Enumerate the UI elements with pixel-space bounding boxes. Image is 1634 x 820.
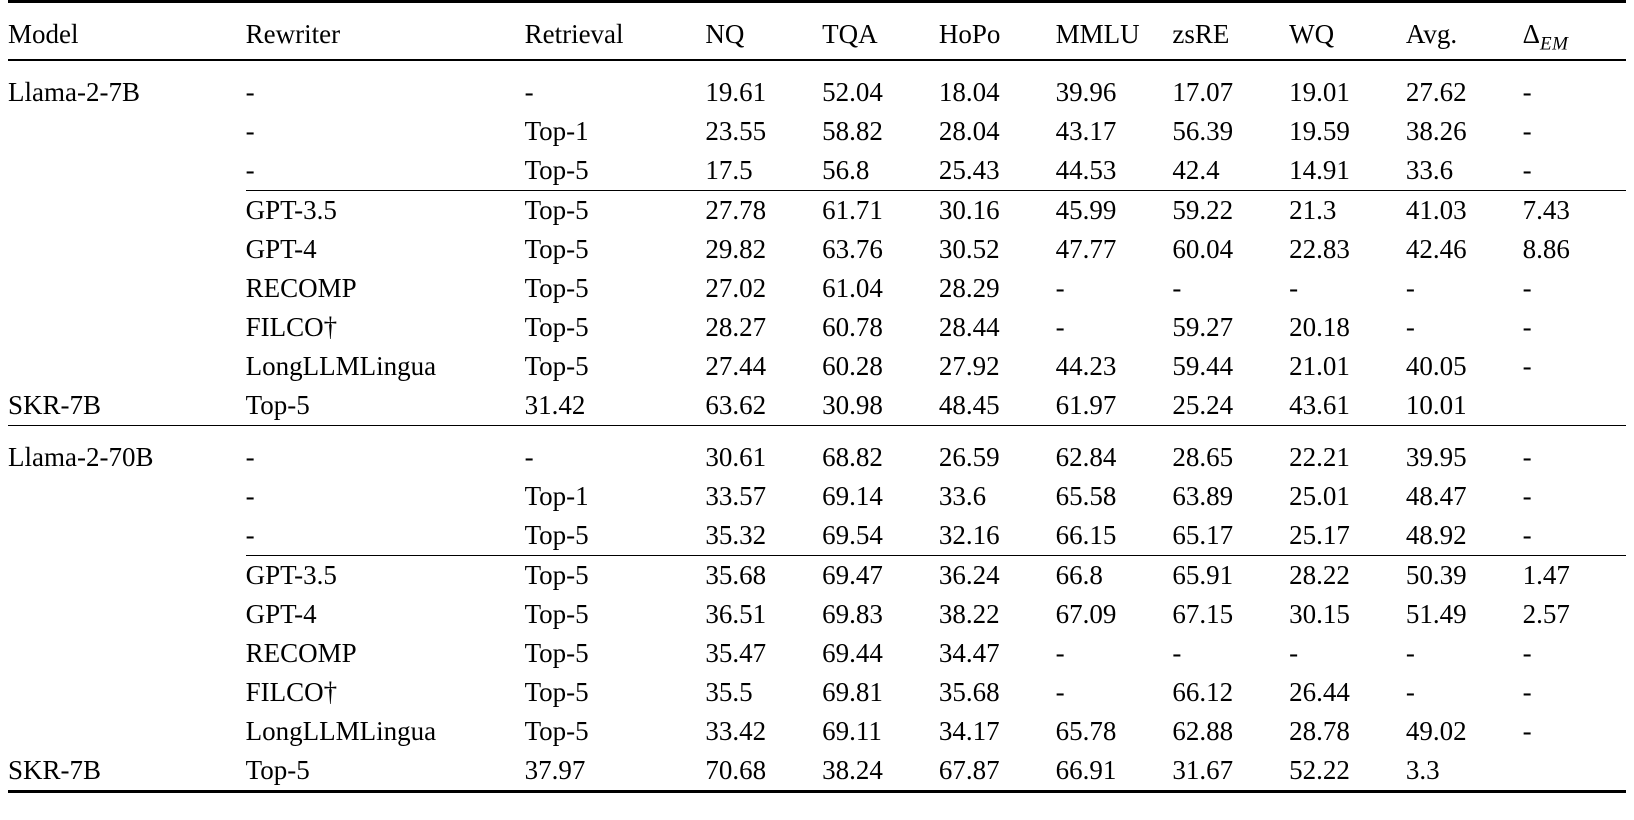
cell-mmlu: 47.77 [1055,234,1117,265]
cell-nq: 35.32 [705,520,767,551]
header-avg: Avg. [1405,19,1458,49]
header-zsre: zsRE [1172,19,1230,49]
table-body [8,73,1626,805]
table-row [8,73,1626,112]
cell-tqa: 61.04 [822,273,883,304]
cell-hopo: 28.29 [938,273,1000,304]
cell-zsre: 66.12 [1172,677,1234,708]
cell-rewriter: RECOMP [245,638,357,669]
cell-avg: 43.61 [1289,390,1350,421]
cell-hopo: 30.98 [822,390,883,421]
cell-zsre: 17.07 [1172,77,1234,108]
cell-wq: 25.01 [1289,481,1350,512]
cell-rewriter: - [245,116,255,147]
cell-tqa: 52.04 [822,77,883,108]
cell-retrieval: - [524,442,534,473]
cell-wq: 22.83 [1289,234,1350,265]
cell-wq: 19.59 [1289,116,1350,147]
cell-wq: 26.44 [1289,677,1350,708]
cell-mmlu: 43.17 [1055,116,1117,147]
header-mmlu: MMLU [1055,19,1140,49]
cell-nq: 19.61 [705,77,767,108]
cell-wq: 25.24 [1172,390,1234,421]
cell-avg: 52.22 [1289,755,1350,786]
header-delta-em [1523,15,1626,60]
cell-mmlu: 65.78 [1055,716,1117,747]
delta-symbol: Δ [1522,19,1540,49]
cell-tqa: 69.83 [822,599,883,630]
cell-hopo: 30.52 [938,234,1000,265]
cell-tqa: 68.82 [822,442,883,473]
cell-zsre: 56.39 [1172,116,1234,147]
cell-avg: 49.02 [1405,716,1467,747]
cell-mmlu: 66.15 [1055,520,1117,551]
cell-tqa: 69.14 [822,481,883,512]
table-row [8,556,1626,595]
cell-nq: 33.42 [705,716,767,747]
cell-delta: - [1522,273,1532,304]
cell-retrieval: Top-1 [524,481,589,512]
cell-wq: 19.01 [1289,77,1350,108]
cell-avg: - [1405,638,1415,669]
cell-rewriter: LongLLMLingua [245,716,437,747]
table-row [8,751,1626,792]
cell-tqa: 69.81 [822,677,883,708]
cell-zsre: 63.89 [1172,481,1234,512]
top-rule [8,2,1626,16]
cell-delta: 8.86 [1522,234,1570,265]
cell-delta: 10.01 [1405,390,1467,421]
cell-zsre: 62.88 [1172,716,1234,747]
cell-retrieval: Top-5 [524,273,589,304]
cell-nq: 27.44 [705,351,767,382]
cell-nq: 28.27 [705,312,767,343]
bottom-rule [8,792,1626,806]
cell-avg: 33.6 [1405,155,1454,186]
cell-tqa: 70.68 [705,755,767,786]
cell-zsre: - [1172,638,1182,669]
cell-rewriter: SKR-7B [8,755,102,786]
cell-tqa: 63.62 [705,390,767,421]
cell-hopo: 38.24 [822,755,883,786]
cell-nq: 35.5 [705,677,753,708]
group-model-label-0: Llama-2-7B [8,77,140,108]
table-row [8,516,1626,556]
table-row [8,191,1626,230]
cell-tqa: 69.11 [822,716,882,747]
cell-rewriter: RECOMP [245,273,357,304]
cell-delta: - [1522,77,1532,108]
cell-avg: 41.03 [1405,195,1467,226]
cell-wq: 14.91 [1289,155,1350,186]
cell-tqa: 56.8 [822,155,870,186]
cell-hopo: 18.04 [938,77,1000,108]
cell-nq: 30.61 [705,442,767,473]
cell-mmlu: 44.53 [1055,155,1117,186]
cell-mmlu: 67.09 [1055,599,1117,630]
cell-rewriter: FILCO† [245,312,338,343]
cell-retrieval: Top-5 [245,755,310,786]
cell-retrieval: Top-1 [524,116,589,147]
header-rule [8,60,1626,73]
cell-zsre: 65.91 [1172,560,1234,591]
cell-avg: 38.26 [1405,116,1467,147]
cell-avg: - [1405,312,1415,343]
cell-avg: 40.05 [1405,351,1467,382]
cell-mmlu: - [1055,312,1065,343]
cell-rewriter: - [245,442,255,473]
cell-retrieval: Top-5 [524,716,589,747]
cell-retrieval: Top-5 [524,312,589,343]
cell-wq: 21.3 [1289,195,1337,226]
cell-zsre: 28.65 [1172,442,1234,473]
cell-retrieval: Top-5 [524,351,589,382]
table-row [8,438,1626,477]
cell-delta: 1.47 [1522,560,1570,591]
cell-hopo: 30.16 [938,195,1000,226]
cell-delta: - [1522,116,1532,147]
cell-wq: - [1289,273,1299,304]
cell-nq: 29.82 [705,234,767,265]
cell-zsre: 65.17 [1172,520,1234,551]
cell-delta: - [1522,481,1532,512]
delta-subscript: EM [1540,33,1569,55]
cell-rewriter: LongLLMLingua [245,351,437,382]
cell-nq: 36.51 [705,599,767,630]
table-row [8,634,1626,673]
cell-avg: 39.95 [1405,442,1467,473]
cell-mmlu: - [1055,273,1065,304]
group-separator-rule [8,426,1626,439]
cell-hopo: 38.22 [938,599,1000,630]
cell-retrieval: Top-5 [524,234,589,265]
cell-rewriter: - [245,481,255,512]
table-row [8,112,1626,151]
header-rewriter: Rewriter [245,19,341,49]
cell-nq: 27.02 [705,273,767,304]
cell-hopo: 27.92 [938,351,1000,382]
cell-wq: 28.78 [1289,716,1350,747]
header-nq: NQ [705,19,745,49]
cell-retrieval: Top-5 [524,195,589,226]
cell-rewriter: SKR-7B [8,390,102,421]
cell-tqa: 69.47 [822,560,883,591]
cell-nq: 33.57 [705,481,767,512]
table-row [8,477,1626,516]
cell-avg: - [1405,677,1415,708]
cell-retrieval: Top-5 [524,599,589,630]
cell-hopo: 33.6 [938,481,987,512]
cell-wq: 28.22 [1289,560,1350,591]
cell-mmlu: - [1055,677,1065,708]
cell-hopo: 34.17 [938,716,1000,747]
cell-mmlu: 67.87 [938,755,1000,786]
cell-nq: 37.97 [524,755,586,786]
table-row [8,712,1626,751]
cell-rewriter: GPT-3.5 [245,195,337,226]
cell-tqa: 60.28 [822,351,883,382]
cell-nq: 17.5 [705,155,753,186]
cell-tqa: 63.76 [822,234,883,265]
cell-hopo: 28.04 [938,116,1000,147]
cell-retrieval: Top-5 [524,155,589,186]
cell-wq: 20.18 [1289,312,1350,343]
cell-mmlu: - [1055,638,1065,669]
cell-tqa: 58.82 [822,116,883,147]
table-row [8,230,1626,269]
table-row [8,269,1626,308]
cell-mmlu: 62.84 [1055,442,1117,473]
cell-wq: 25.17 [1289,520,1350,551]
cell-avg: 48.92 [1405,520,1467,551]
cell-rewriter: - [245,520,255,551]
cell-avg: 42.46 [1405,234,1467,265]
cell-zsre: 61.97 [1055,390,1117,421]
cell-nq: 35.68 [705,560,767,591]
table-row [8,151,1626,191]
cell-tqa: 60.78 [822,312,883,343]
cell-zsre: - [1172,273,1182,304]
table-row [8,347,1626,386]
cell-nq: 23.55 [705,116,767,147]
cell-nq: 31.42 [524,390,586,421]
header-tqa: TQA [822,19,878,49]
header-wq: WQ [1289,19,1335,49]
cell-rewriter: FILCO† [245,677,338,708]
cell-delta: - [1522,520,1532,551]
cell-avg: - [1405,273,1415,304]
cell-wq: - [1289,638,1299,669]
cell-delta: 3.3 [1405,755,1440,786]
cell-retrieval: Top-5 [524,677,589,708]
cell-nq: 27.78 [705,195,767,226]
cell-rewriter: - [245,155,255,186]
cell-delta: - [1522,442,1532,473]
cell-mmlu: 66.8 [1055,560,1103,591]
cell-hopo: 26.59 [938,442,1000,473]
cell-hopo: 32.16 [938,520,1000,551]
cell-wq: 21.01 [1289,351,1350,382]
cell-delta: - [1522,716,1532,747]
cell-mmlu: 48.45 [938,390,1000,421]
cell-hopo: 34.47 [938,638,1000,669]
cell-tqa: 61.71 [822,195,883,226]
cell-wq: 30.15 [1289,599,1350,630]
table-row [8,386,1626,426]
cell-wq: 22.21 [1289,442,1350,473]
results-table [8,0,1626,805]
cell-avg: 50.39 [1405,560,1467,591]
cell-delta: 2.57 [1522,599,1570,630]
cell-tqa: 69.54 [822,520,883,551]
cell-mmlu: 39.96 [1055,77,1117,108]
cell-delta: - [1522,312,1532,343]
cell-zsre: 67.15 [1172,599,1234,630]
cell-rewriter: GPT-3.5 [245,560,337,591]
cell-delta: - [1522,351,1532,382]
cell-zsre: 42.4 [1172,155,1220,186]
cell-rewriter: GPT-4 [245,599,317,630]
cell-delta: - [1522,155,1532,186]
cell-avg: 51.49 [1405,599,1467,630]
cell-hopo: 28.44 [938,312,1000,343]
cell-rewriter: GPT-4 [245,234,317,265]
cell-retrieval: Top-5 [524,520,589,551]
cell-mmlu: 45.99 [1055,195,1117,226]
cell-zsre: 60.04 [1172,234,1234,265]
cell-delta: 7.43 [1522,195,1570,226]
cell-hopo: 35.68 [938,677,1000,708]
cell-zsre: 66.91 [1055,755,1117,786]
cell-zsre: 59.27 [1172,312,1234,343]
cell-hopo: 25.43 [938,155,1000,186]
table-row [8,308,1626,347]
cell-tqa: 69.44 [822,638,883,669]
group-model-label-1: Llama-2-70B [8,442,154,473]
cell-zsre: 59.22 [1172,195,1234,226]
cell-delta: - [1522,677,1532,708]
cell-wq: 31.67 [1172,755,1234,786]
cell-retrieval: Top-5 [524,638,589,669]
cell-zsre: 59.44 [1172,351,1234,382]
header-model: Model [8,19,79,49]
cell-hopo: 36.24 [938,560,1000,591]
cell-nq: 35.47 [705,638,767,669]
cell-retrieval: - [524,77,534,108]
cell-delta: - [1522,638,1532,669]
cell-retrieval: Top-5 [524,560,589,591]
cell-mmlu: 65.58 [1055,481,1117,512]
cell-avg: 27.62 [1405,77,1467,108]
table-header [8,2,1626,74]
cell-avg: 48.47 [1405,481,1467,512]
cell-mmlu: 44.23 [1055,351,1117,382]
cell-retrieval: Top-5 [245,390,310,421]
table-row [8,595,1626,634]
table-row [8,673,1626,712]
cell-rewriter: - [245,77,255,108]
header-row [8,15,1626,60]
header-retrieval: Retrieval [524,19,624,49]
header-hopo: HoPo [938,19,1001,49]
